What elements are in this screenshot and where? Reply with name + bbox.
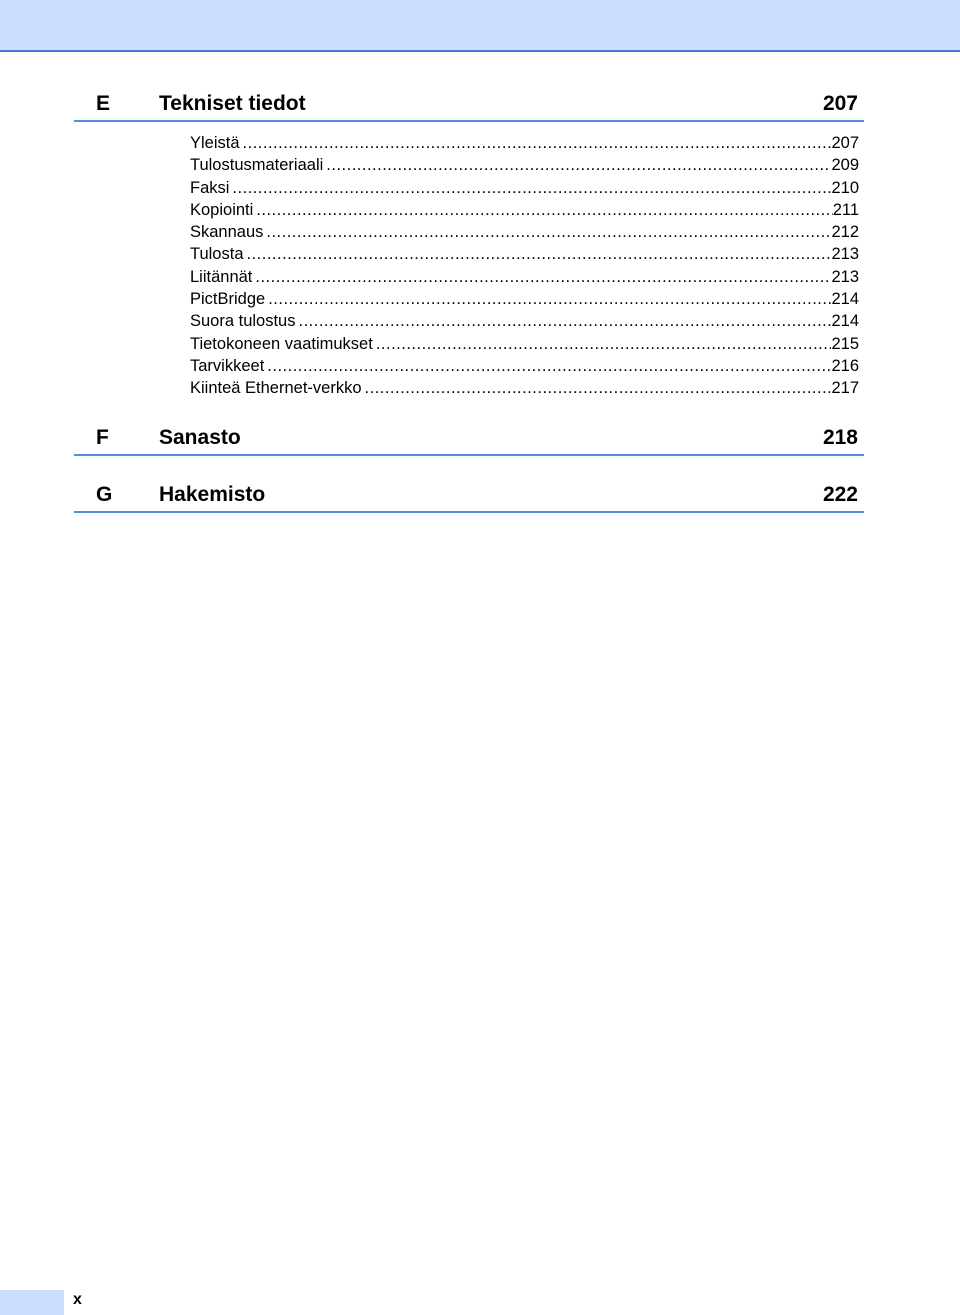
toc-entry-page: 211	[832, 200, 859, 219]
toc-entry[interactable]	[190, 310, 859, 332]
toc-entry-page: 213	[831, 267, 859, 286]
dot-leader	[323, 154, 831, 176]
chapter-page: 222	[822, 483, 858, 506]
toc-entry-label: Kiinteä Ethernet-verkko	[190, 379, 362, 398]
toc-entry[interactable]	[190, 333, 859, 355]
chapter-page: 207	[822, 92, 858, 115]
chapter-letter: G	[96, 483, 113, 506]
header-band	[0, 0, 960, 52]
toc-entry-page: 214	[831, 290, 859, 309]
chapter-title: Hakemisto	[159, 483, 266, 506]
toc-entry-label: Tulosta	[190, 245, 244, 264]
dot-leader	[229, 177, 831, 199]
footer-tab	[0, 1290, 64, 1315]
toc-entry-page: 214	[831, 312, 859, 331]
chapter-heading-g[interactable]	[74, 479, 864, 513]
toc-entry-label: Liitännät	[190, 267, 253, 286]
toc-entry-page: 212	[831, 223, 859, 242]
toc-entry-page: 207	[831, 134, 859, 152]
toc-entry-page: 217	[831, 379, 859, 398]
toc-entry[interactable]	[190, 132, 859, 154]
toc-entry-page: 216	[831, 356, 859, 375]
chapter-title: Tekniset tiedot	[159, 92, 306, 115]
toc-entry[interactable]	[190, 377, 859, 399]
dot-leader	[362, 377, 832, 399]
toc-list	[190, 132, 859, 400]
toc-entry[interactable]	[190, 154, 859, 176]
footer-page-number: x	[73, 1291, 82, 1308]
dot-leader	[244, 243, 832, 265]
toc-entry[interactable]	[190, 199, 859, 221]
toc-entry[interactable]	[190, 355, 859, 377]
dot-leader	[264, 355, 831, 377]
chapter-heading-e[interactable]	[74, 88, 864, 122]
dot-leader	[265, 288, 831, 310]
toc-entry-label: Yleistä	[190, 134, 240, 152]
chapter-heading-f[interactable]	[74, 422, 864, 456]
toc-entry-page: 210	[831, 178, 859, 197]
chapter-letter: F	[96, 426, 109, 449]
chapter-letter: E	[96, 92, 111, 115]
toc-entry-label: Skannaus	[190, 223, 264, 242]
toc-entry[interactable]	[190, 266, 859, 288]
toc-entry[interactable]	[190, 221, 859, 243]
toc-entry-page: 213	[831, 245, 859, 264]
toc-entry-label: Tulostusmateriaali	[190, 156, 324, 175]
toc-entry-label: Tarvikkeet	[190, 356, 265, 375]
toc-entry-label: Tietokoneen vaatimukset	[190, 334, 373, 353]
toc-entry[interactable]	[190, 288, 859, 310]
toc-entry-label: Suora tulostus	[190, 312, 296, 331]
chapter-page: 218	[822, 426, 858, 449]
toc-entry-label: PictBridge	[190, 290, 266, 309]
toc-entry-label: Faksi	[190, 178, 230, 197]
dot-leader	[373, 333, 832, 355]
toc-entry-label: Kopiointi	[190, 200, 254, 219]
toc-entry-page: 215	[831, 334, 859, 353]
toc-entry[interactable]	[190, 243, 859, 265]
dot-leader	[253, 199, 832, 221]
chapter-title: Sanasto	[159, 426, 241, 449]
dot-leader	[252, 266, 831, 288]
toc-entry[interactable]	[190, 177, 859, 199]
dot-leader	[240, 132, 832, 154]
toc-entry-page: 209	[831, 156, 859, 175]
dot-leader	[295, 310, 831, 332]
dot-leader	[263, 221, 831, 243]
